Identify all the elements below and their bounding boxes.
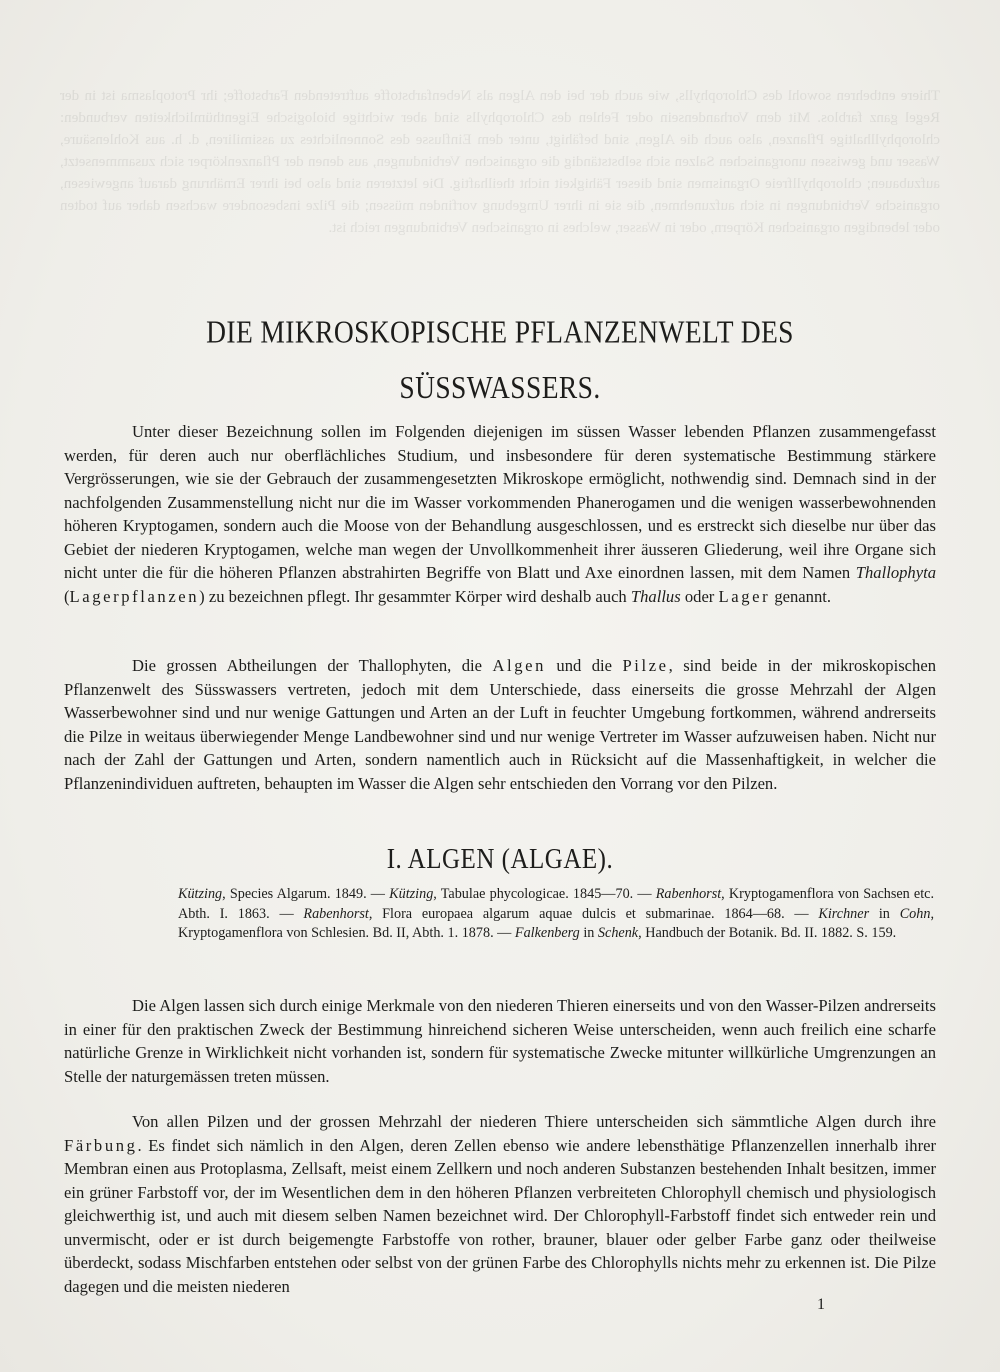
author-name: Cohn (899, 905, 931, 922)
title-line-1: DIE MIKROSKOPISCHE PFLANZENWELT DES (206, 314, 794, 350)
reference-text: , Species Algarum. 1849. — (222, 886, 390, 902)
spaced-term-algen: Algen (492, 656, 546, 675)
bibliography-references (178, 885, 934, 944)
reference-text: , Tabulae phycologicae. 1845—70. — (433, 886, 656, 902)
reference-text: in (869, 905, 900, 922)
author-name: Falkenberg (514, 925, 580, 942)
reference-text: , Kryptogamenflora von Sachsen etc. Abth. I. 1863. — (178, 886, 934, 922)
text-run: ( (64, 586, 70, 606)
author-name: Rabenhorst (303, 905, 369, 922)
text-run: genannt. (770, 586, 832, 606)
italic-term-thallophyta: Thallophyta (855, 563, 936, 582)
author-name: Schenk (597, 925, 639, 942)
text-run: . Es findet sich nämlich in den Algen, deren Zellen ebenso wie andere lebensthätige Pflanzenzellen innerhalb ihrer Membran einen aus Protoplasma, Zellsaft, meist einem Zellkern und noch anderen Substanzen bestehenden Inhalt besitzen, immer ein grüner Farbstoff vor, der im Wesentlichen dem in den höheren Pflanzen verbreiteten Chlorophyll chemisch und physiologisch gleichwerthig ist, und auch mit diesem selben Namen bezeichnet wird. Der Chlorophyll-Farbstoff findet sich entweder rein und unvermischt, oder er ist durch beigemengte Farbstoffe von rother, brauner, blauer oder gelber Farbe ganz oder theilweise überdeckt, sodass Mischfarben entstehen oder selbst von der grünen Farbe des Chlorophylls nichts mehr zu erkennen ist. Die Pilze dagegen und die meisten niederen (64, 1135, 936, 1296)
paragraph-merkmale: Die Algen lassen sich durch einige Merkmale von den niederen Thieren einerseits und von den Wasser-Pilzen andrerseits in einer für den praktischen Zweck der Bestimmung hinreichend sicheren Weise unterscheiden, wenn auch freilich eine scharfe natürliche Grenze in Wirklichkeit nicht vorhanden ist, sondern für systematische Zwecke mitunter willkürliche Umgrenzungen an Stelle der naturgemässen treten müssen. (64, 996, 936, 1086)
text-run: Unter dieser Bezeichnung sollen im Folgenden diejenigen im süssen Wasser lebenden Pflanzen zusammengefasst werden, für deren auch nur oberflächliches Studium, und insbesondere für deren systematische Bestimmung stärkere Vergrösserungen, wie sie der Gebrauch der zusammengesetzten Mikroskope ermöglicht, nothwendig sind. Demnach sind in der nachfolgenden Zusammenstellung nicht nur die im Wasser vorkommenden Phanerogamen und die wenigen wasserbewohnenden höheren Kryptogamen, sondern auch die Moose von der Behandlung ausgeschlossen, und es erstreckt sich dieselbe nur über das Gebiet der niederen Kryptogamen, welche man wegen der Unvollkommenheit ihrer äusseren Gliederung, weil ihre Organe sich nicht unter die für die höheren Pflanzen abstrahirten Begriffe von Blatt und Axe einordnen lassen, mit dem Namen (64, 422, 936, 582)
text-run: ) zu bezeichnen pflegt. Ihr gesammter Körper wird deshalb auch (199, 586, 631, 606)
title-line-2: SÜSSWASSERS. (399, 369, 601, 405)
author-name: Kirchner (818, 905, 870, 922)
reference-text: in (579, 925, 598, 942)
reference-text: , Flora europaea algarum aquae dulcis et submarinae. 1864—68. — (368, 905, 819, 922)
author-name: Kützing (389, 886, 434, 902)
section-title: I. ALGEN (ALGAE). (386, 844, 614, 875)
paragraph-faerbung (64, 1110, 936, 1298)
spaced-term-faerbung: Färbung (64, 1135, 138, 1155)
text-run: , sind beide in der mikroskopischen Pflanzenwelt des Süsswassers vertreten, jedoch mit dem Unterschiede, dass einerseits die grosse Mehrzahl der Algen Wasserbewohner sind und nur wenige Gattungen und Arten an der Luft in feuchter Umgebung fortkommen, während andrerseits die Pilze in weitaus überwiegender Menge Landbewohner sind und nur wenige Vertreter im Wasser aufzuweisen haben. Nicht nur nach der Zahl der Gattungen und Arten, sondern namentlich auch in Rücksicht auf die Massenhaftigkeit, in welcher die Pflanzenindividuen auftreten, behaupten im Wasser die Algen sehr entschieden den Vorrang vor den Pilzen. (64, 656, 936, 793)
bleed-through-texture: Thiere entbehren sowohl des Chlorophylls, wie auch der bei den Algen als Nebenfarbstoffe auftretenden Farbstoffe; ihr Protoplasma ist in der Regel ganz farblos. Mit dem Vorhandensein oder Fehlen des Chlorophylls sind aber wichtige biologische Eigenthümlichkeiten verbunden: chlorophyllhaltige Pflanzen, also auch die Algen, sind befähigt, unter dem Einflusse des Sonnenlichtes zu assimiliren, d. h. aus Kohlensäure, Wasser und gewissen unorganischen Salzen sich selbstständig die organischen Verbindungen, aus denen der Pflanzenkörper sich zusammensetzt, aufzubauen; chlorophyllfreie Organismen sind dieser Fähigkeit nicht theilhaftig. Die letzteren sind also bei ihrer Ernährung darauf angewiesen, organische Verbindungen in sich aufzunehmen, die sie in ihrer Umgebung vorfinden müssen; die Pilze insbesondere wachsen daher auf todten oder lebendigen organischen Körpern, oder in Wasser, welches in organischen Verbindungen reich ist. (60, 88, 940, 236)
reference-text: , Kryptogamenflora von Schlesien. Bd. II, Abth. 1. 1878. — (178, 905, 934, 942)
spaced-term-lager: Lager (718, 586, 771, 606)
spaced-term-pilze: Pilze (622, 656, 669, 675)
text-run: und die (546, 656, 623, 675)
text-run: Die grossen Abtheilungen der Thallophyten, die (132, 656, 493, 675)
page-number: 1 (817, 1296, 825, 1313)
text-run: oder (680, 586, 719, 606)
author-name: Rabenhorst (655, 886, 722, 902)
paragraph-thallophyten (64, 654, 936, 795)
author-name: Kützing (178, 886, 223, 902)
paragraph-introduction (64, 420, 936, 608)
italic-term-thallus: Thallus (630, 586, 681, 606)
reference-text: , Handbuch der Botanik. Bd. II. 1882. S. 159. (638, 925, 897, 942)
page-title (60, 305, 940, 415)
text-run: Von allen Pilzen und der grossen Mehrzahl der niederen Thiere unterscheiden sich sämmtliche Algen durch ihre (132, 1112, 936, 1131)
spaced-term-lagerpflanzen: Lagerpflanzen (69, 586, 200, 606)
